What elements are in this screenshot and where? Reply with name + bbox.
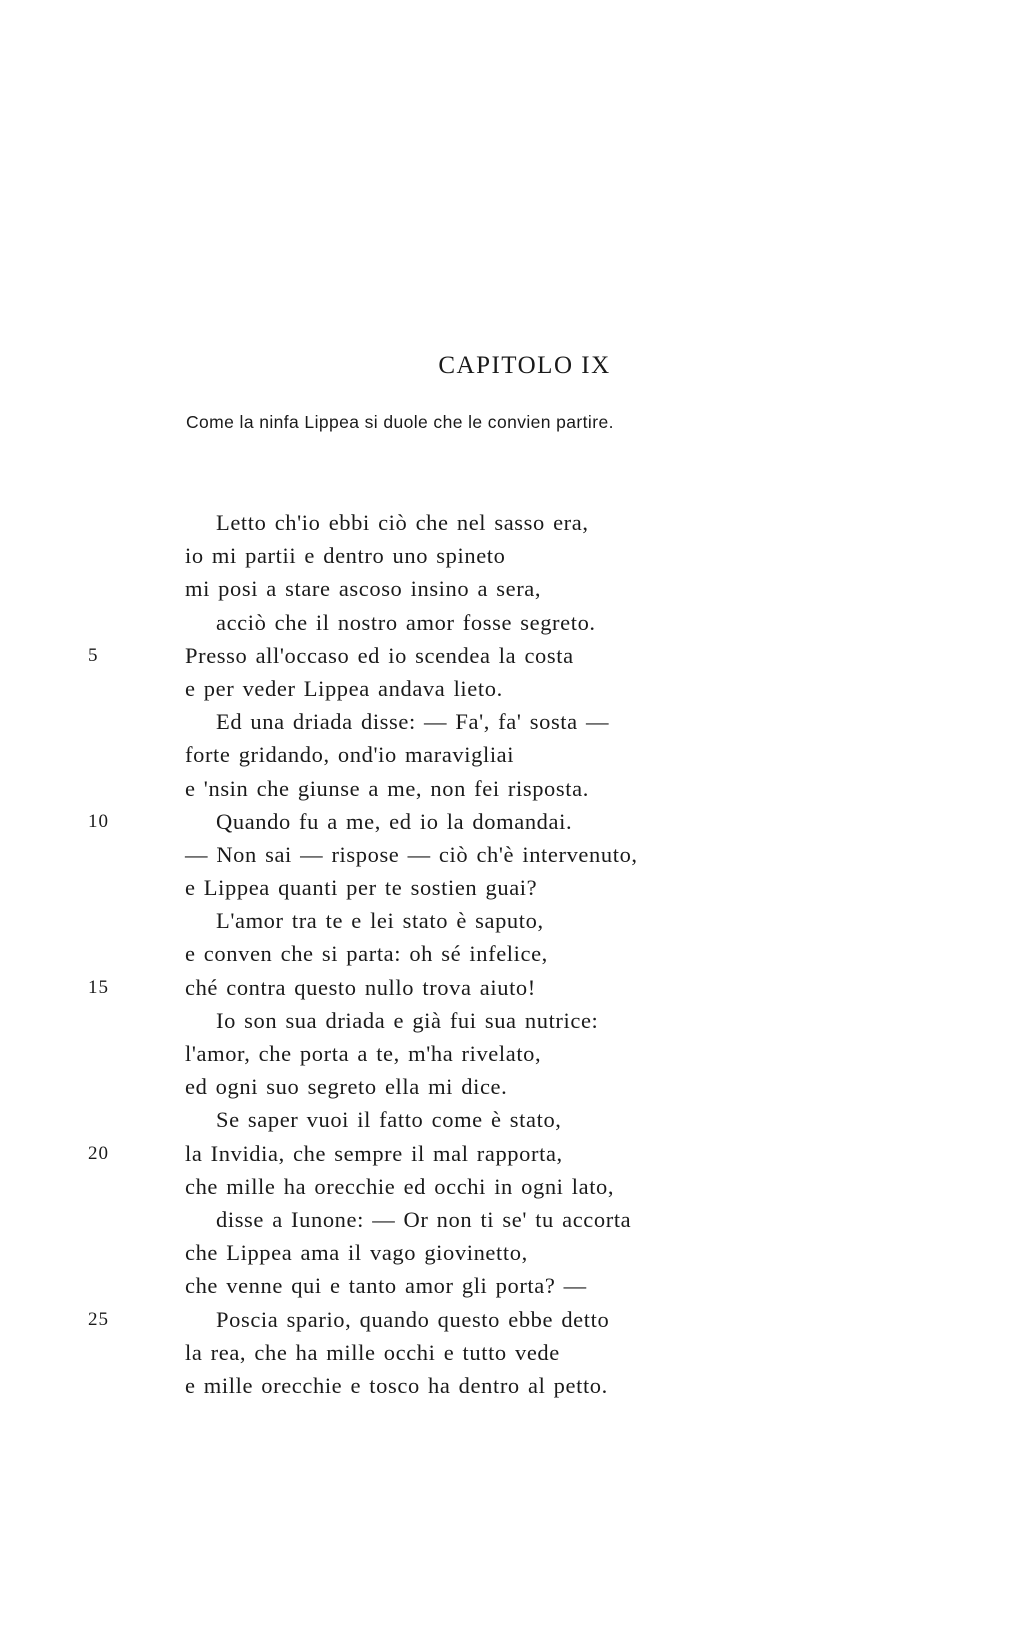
verse-text: e Lippea quanti per te sostien guai? <box>185 875 538 901</box>
verse-line <box>0 705 1029 738</box>
verse-line <box>0 572 1029 605</box>
verse-line <box>0 738 1029 771</box>
line-number: 5 <box>88 644 99 666</box>
verse-text: che venne qui e tanto amor gli porta? — <box>185 1273 587 1299</box>
verse-line <box>0 1369 1029 1402</box>
verse-line <box>0 672 1029 705</box>
verse-line <box>0 1303 1029 1336</box>
verse-line <box>0 838 1029 871</box>
verse-text: l'amor, che porta a te, m'ha rivelato, <box>185 1041 542 1066</box>
verse-line <box>0 606 1029 639</box>
line-number: 15 <box>88 976 109 998</box>
verse-line <box>0 539 1029 572</box>
verse-text: Ed una driada disse: — Fa', fa' sosta — <box>216 709 610 735</box>
verse-text: ed ogni suo segreto ella mi dice. <box>185 1074 508 1100</box>
verse-text: Presso all'occaso ed io scendea la costa <box>185 642 574 668</box>
verse-text: e mille orecchie e tosco ha dentro al petto. <box>185 1372 608 1398</box>
verse-text: forte gridando, ond'io maravigliai <box>185 742 515 768</box>
verse-line <box>0 1103 1029 1136</box>
verse-line <box>0 639 1029 672</box>
line-number: 25 <box>88 1308 109 1330</box>
verse-line <box>0 1037 1029 1070</box>
line-number: 10 <box>88 810 109 832</box>
verse-line <box>0 1070 1029 1103</box>
verse-text: Letto ch'io ebbi ciò che nel sasso era, <box>216 510 589 535</box>
line-number: 20 <box>88 1142 109 1164</box>
verse-line <box>0 1269 1029 1302</box>
verse-text: mi posi a stare ascoso insino a sera, <box>185 576 542 602</box>
verse-line <box>0 871 1029 904</box>
verse-text: Poscia spario, quando questo ebbe detto <box>216 1306 610 1332</box>
verse-text: ché contra questo nullo trova aiuto! <box>185 974 536 1000</box>
verse-text: la Invidia, che sempre il mal rapporta, <box>185 1140 563 1166</box>
verse-text: che mille ha orecchie ed occhi in ogni lato, <box>185 1173 615 1199</box>
verse-text: la rea, che ha mille occhi e tutto vede <box>185 1339 560 1365</box>
verse-line <box>0 805 1029 838</box>
verse-line <box>0 1336 1029 1369</box>
verse-text: L'amor tra te e lei stato è saputo, <box>216 908 544 934</box>
verse-text: acciò che il nostro amor fosse segreto. <box>216 609 596 635</box>
verse-line <box>0 1203 1029 1236</box>
verse-text: e per veder Lippea andava lieto. <box>185 675 503 701</box>
verse-text: e conven che si parta: oh sé infelice, <box>185 941 548 967</box>
verse-text: Io son sua driada e già fui sua nutrice: <box>216 1007 599 1033</box>
verse-text: Quando fu a me, ed io la domandai. <box>216 808 573 834</box>
verse-line <box>0 904 1029 937</box>
verse-line <box>0 1170 1029 1203</box>
verse-text: — Non sai — rispose — ciò ch'è intervenuto, <box>185 841 638 867</box>
verse-text: e 'nsin che giunse a me, non fei risposta. <box>185 775 589 801</box>
verse-line <box>0 1236 1029 1269</box>
verse-text: Se saper vuoi il fatto come è stato, <box>216 1107 562 1133</box>
verse-line <box>0 506 1029 539</box>
verse-line <box>0 772 1029 805</box>
chapter-title: CAPITOLO IX <box>438 352 611 379</box>
verse-text: disse a Iunone: — Or non ti se' tu accorta <box>216 1206 632 1232</box>
poem-verses <box>0 506 1029 1402</box>
verse-text: io mi partii e dentro uno spineto <box>185 543 506 569</box>
verse-line <box>0 1137 1029 1170</box>
verse-line <box>0 937 1029 970</box>
verse-text: che Lippea ama il vago giovinetto, <box>185 1240 528 1266</box>
verse-line <box>0 971 1029 1004</box>
verse-line <box>0 1004 1029 1037</box>
chapter-summary: Come la ninfa Lippea si duole che le convien partire. <box>186 412 614 432</box>
